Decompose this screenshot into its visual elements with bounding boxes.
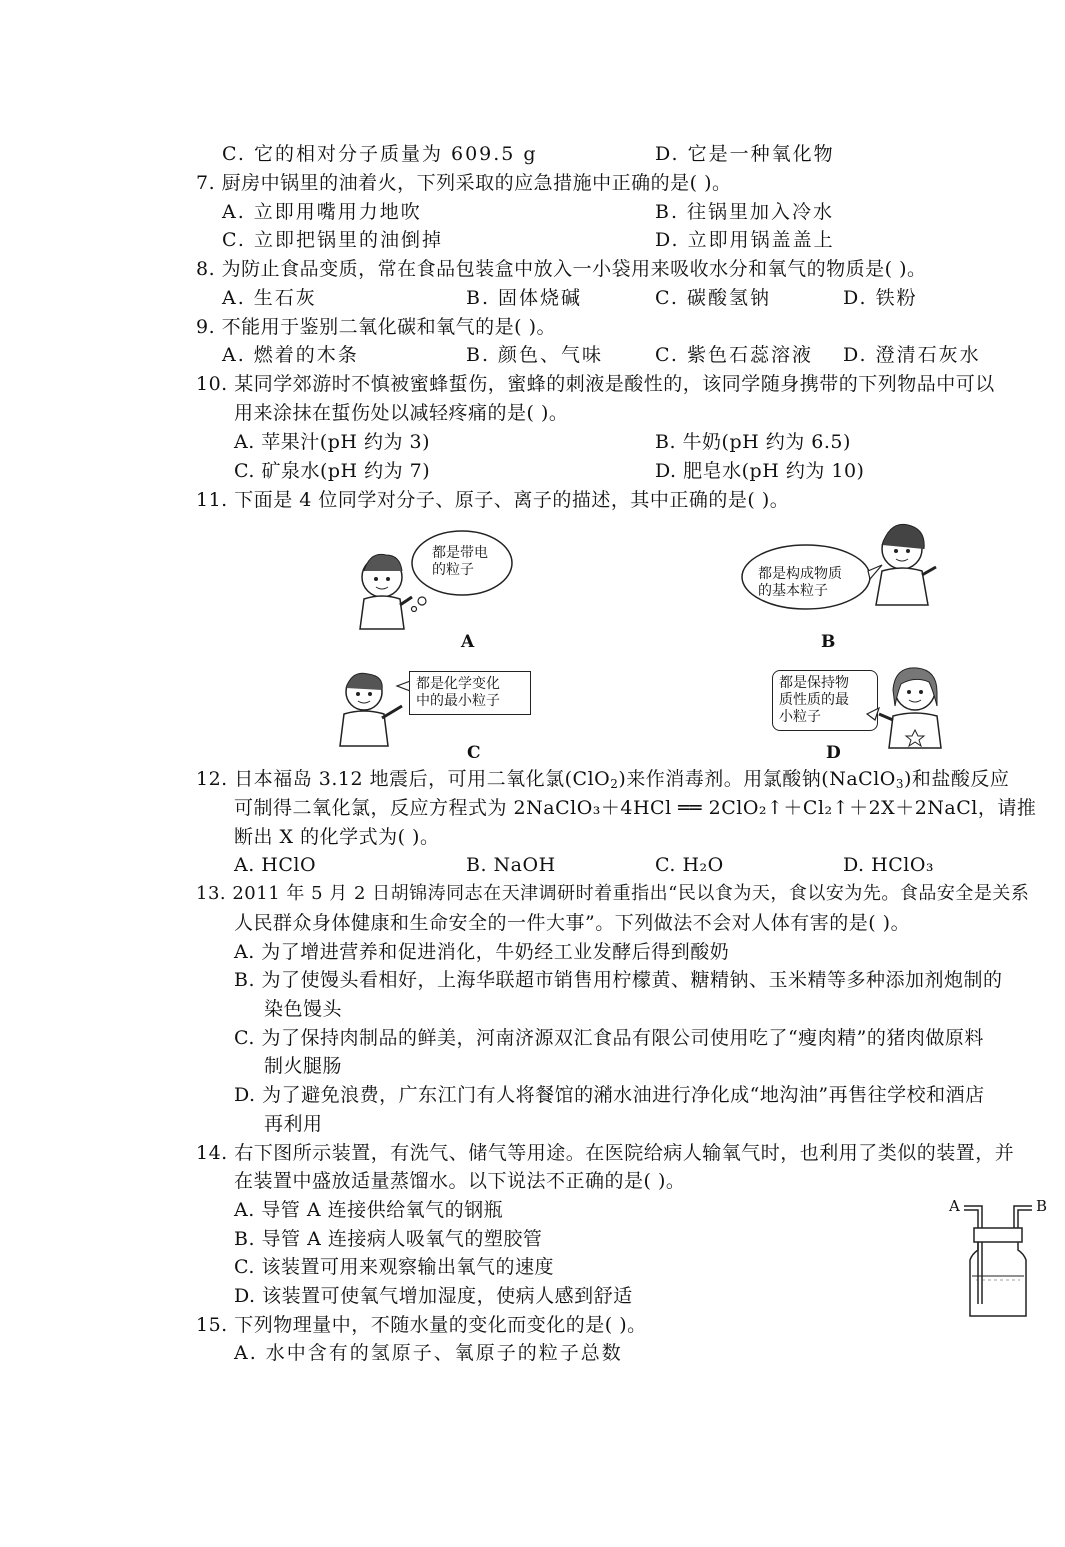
q13-option-c-line2: 制火腿肠	[264, 1055, 343, 1077]
q15-option-a: A. 水中含有的氢原子、氧原子的粒子总数	[234, 1342, 623, 1364]
q15-stem: 15. 下列物理量中，不随水量的变化而变化的是( )。	[196, 1314, 647, 1336]
q7-stem: 7. 厨房中锅里的油着火，下列采取的应急措施中正确的是( )。	[196, 172, 732, 194]
q13-option-b-line1: B. 为了使馒头看相好，上海华联超市销售用柠檬黄、糖精钠、玉米精等多种添加剂炮制的	[234, 969, 1003, 991]
q11-label-a: A	[461, 632, 475, 652]
q9-option-a: A. 燃着的木条	[222, 344, 359, 366]
q11-label-d: D	[826, 743, 841, 763]
q12-stem-line3: 断出 X 的化学式为( )。	[234, 826, 440, 848]
q12-option-c: C. H₂O	[655, 854, 724, 876]
q11-figure-d-illustration	[865, 660, 955, 750]
q8-option-c: C. 碳酸氢钠	[655, 287, 771, 309]
q11-label-c: C	[467, 743, 481, 763]
q8-option-d: D. 铁粉	[843, 287, 918, 309]
q11-bubble-a: 都是带电 的粒子	[432, 545, 488, 578]
q9-option-b: B. 颜色、气味	[466, 344, 604, 366]
q6-option-c: C. 它的相对分子质量为 609.5 g	[222, 143, 538, 165]
q9-stem: 9. 不能用于鉴别二氧化碳和氧气的是( )。	[196, 316, 557, 338]
q10-stem-line1: 10. 某同学郊游时不慎被蜜蜂蜇伤，蜜蜂的刺液是酸性的，该同学随身携带的下列物品中可以	[196, 373, 995, 395]
q12-stem-line2: 可制得二氧化氯，反应方程式为 2NaClO₃＋4HCl ══ 2ClO₂↑＋Cl₂↑＋2X＋2NaCl，请推	[234, 797, 1037, 819]
q14-stem-line1: 14. 右下图所示装置，有洗气、储气等用途。在医院给病人输氧气时，也利用了类似的装置，并	[196, 1142, 1015, 1164]
q7-option-a: A. 立即用嘴用力地吹	[222, 201, 422, 223]
q11-stem: 11. 下面是 4 位同学对分子、原子、离子的描述，其中正确的是( )。	[196, 489, 790, 511]
q10-option-c: C. 矿泉水(pH 约为 7)	[234, 460, 431, 482]
q13-stem-line2: 人民群众身体健康和生命安全的一件大事”。下列做法不会对人体有害的是( )。	[234, 912, 911, 934]
q12-option-a: A. HClO	[234, 854, 317, 876]
q10-option-d: D. 肥皂水(pH 约为 10)	[655, 460, 865, 482]
q13-option-c-line1: C. 为了保持肉制品的鲜美，河南济源双汇食品有限公司使用吃了“瘦肉精”的猪肉做原料	[234, 1027, 984, 1049]
q13-stem-line1: 13. 2011 年 5 月 2 日胡锦涛同志在天津调研时着重指出“民以食为天，食以安为先。食品安全是关系	[196, 883, 1030, 904]
q7-option-b: B. 往锅里加入冷水	[655, 201, 835, 223]
q11-bubble-b: 都是构成物质 的基本粒子	[758, 566, 842, 599]
q8-option-b: B. 固体烧碱	[466, 287, 583, 309]
q10-stem-line2: 用来涂抹在蜇伤处以减轻疼痛的是( )。	[234, 402, 569, 424]
q12-stem-line1: 12. 日本福岛 3.12 地震后，可用二氧化氯(ClO$_2$)来作消毒剂。用氯酸钠(NaClO$_3$)和盐酸反应	[196, 768, 1010, 791]
q6-option-d: D. 它是一种氧化物	[655, 143, 835, 165]
q9-option-c: C. 紫色石蕊溶液	[655, 344, 813, 366]
q11-bubble-c: 都是化学变化 中的最小粒子	[409, 671, 531, 715]
q14-option-a: A. 导管 A 连接供给氧气的钢瓶	[234, 1199, 504, 1221]
q12-option-b: B. NaOH	[466, 854, 556, 876]
q14-option-d: D. 该装置可使氧气增加湿度，使病人感到舒适	[234, 1285, 633, 1307]
q13-option-d-line2: 再利用	[264, 1113, 323, 1135]
q9-option-d: D. 澄清石灰水	[843, 344, 981, 366]
q10-option-a: A. 苹果汁(pH 约为 3)	[234, 431, 431, 453]
q13-option-a: A. 为了增进营养和促进消化，牛奶经工业发酵后得到酸奶	[234, 941, 730, 963]
q8-option-a: A. 生石灰	[222, 287, 317, 309]
q11-label-b: B	[821, 632, 836, 652]
q14-stem-line2: 在装置中盛放适量蒸馏水。以下说法不正确的是( )。	[234, 1170, 686, 1192]
q14-option-c: C. 该装置可用来观察输出氧气的速度	[234, 1256, 554, 1278]
q14-tube-label-b: B	[1036, 1197, 1048, 1215]
q8-stem: 8. 为防止食品变质，常在食品包装盒中放入一小袋用来吸收水分和氧气的物质是( )。	[196, 258, 927, 280]
q7-option-c: C. 立即把锅里的油倒掉	[222, 229, 443, 251]
q10-option-b: B. 牛奶(pH 约为 6.5)	[655, 431, 851, 453]
q14-tube-label-a: A	[949, 1197, 960, 1215]
q14-option-b: B. 导管 A 连接病人吸氧气的塑胶管	[234, 1228, 543, 1250]
gas-wash-bottle-diagram	[958, 1198, 1038, 1322]
q11-bubble-d: 都是保持物 质性质的最 小粒子	[772, 670, 878, 731]
q13-option-b-line2: 染色馒头	[264, 998, 343, 1020]
q12-option-d: D. HClO₃	[843, 854, 935, 876]
q7-option-d: D. 立即用锅盖盖上	[655, 229, 835, 251]
q13-option-d-line1: D. 为了避免浪费，广东江门有人将餐馆的潲水油进行净化成“地沟油”再售往学校和酒店	[234, 1084, 985, 1106]
